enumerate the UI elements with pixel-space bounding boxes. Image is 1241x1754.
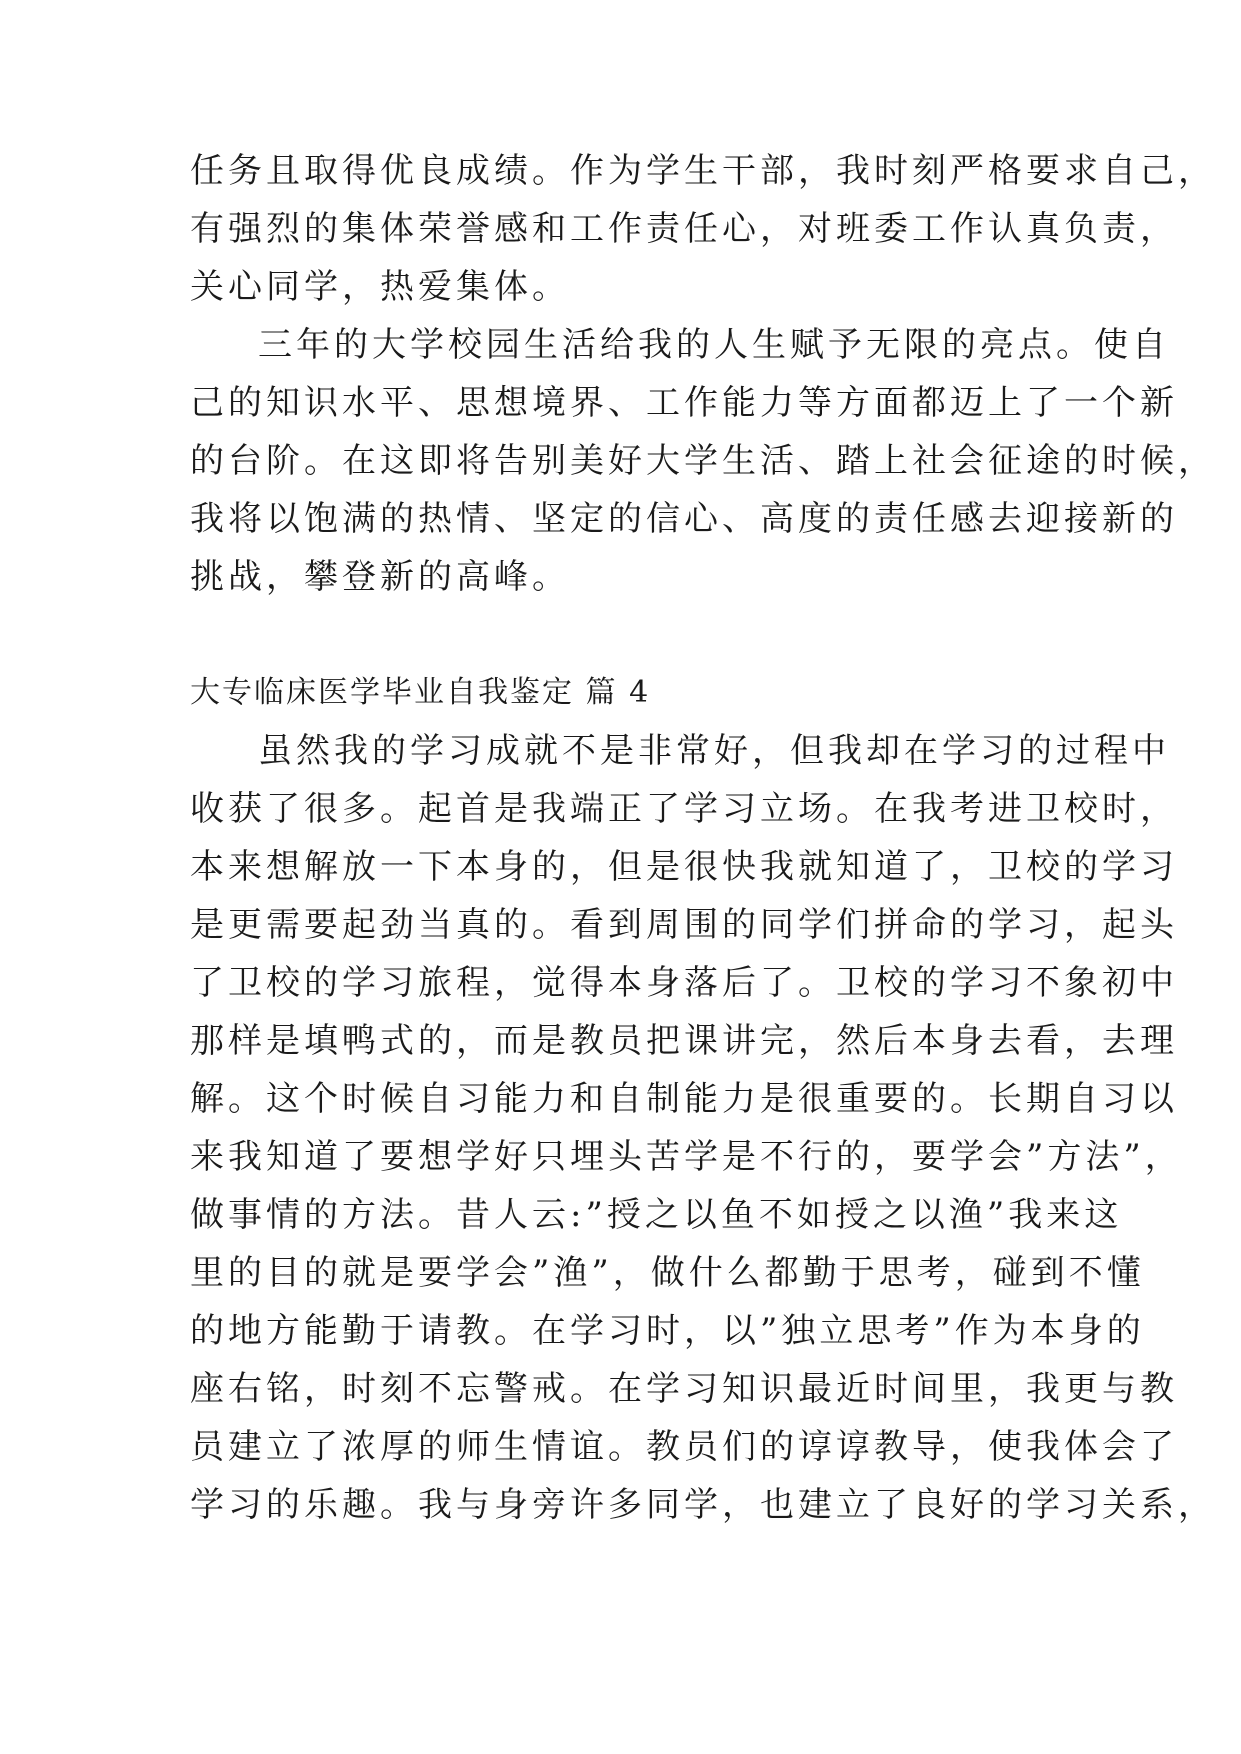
text-line: 有强烈的集体荣誉感和工作责任心，对班委工作认真负责， (190, 209, 1178, 249)
text-line: 学习的乐趣。我与身旁许多同学，也建立了良好的学习关系， (190, 1485, 1216, 1525)
text-line: 三年的大学校园生活给我的人生赋予无限的亮点。使自 (258, 325, 1170, 365)
text-line: 我将以饱满的热情、坚定的信心、高度的责任感去迎接新的 (190, 499, 1178, 539)
section-heading: 大专临床医学毕业自我鉴定 篇 4 (190, 675, 651, 710)
text-line: 的地方能勤于请教。在学习时，以”独立思考”作为本身的 (190, 1311, 1145, 1351)
text-line: 本来想解放一下本身的，但是很快我就知道了，卫校的学习 (190, 847, 1178, 887)
text-line: 里的目的就是要学会”渔”，做什么都勤于思考，碰到不懂 (190, 1253, 1145, 1293)
text-line: 了卫校的学习旅程，觉得本身落后了。卫校的学习不象初中 (190, 963, 1178, 1003)
text-line: 做事情的方法。昔人云:”授之以鱼不如授之以渔”我来这 (190, 1195, 1123, 1235)
text-line: 座右铭，时刻不忘警戒。在学习知识最近时间里，我更与教 (190, 1369, 1178, 1409)
text-line: 员建立了浓厚的师生情谊。教员们的谆谆教导，使我体会了 (190, 1427, 1178, 1467)
text-line: 挑战，攀登新的高峰。 (190, 557, 570, 597)
text-line: 那样是填鸭式的，而是教员把课讲完，然后本身去看，去理 (190, 1021, 1178, 1061)
text-line: 己的知识水平、思想境界、工作能力等方面都迈上了一个新 (190, 383, 1178, 423)
text-line: 是更需要起劲当真的。看到周围的同学们拼命的学习，起头 (190, 905, 1178, 945)
text-line: 虽然我的学习成就不是非常好，但我却在学习的过程中 (258, 731, 1170, 771)
text-line: 任务且取得优良成绩。作为学生干部，我时刻严格要求自己， (190, 151, 1216, 191)
text-line: 解。这个时候自习能力和自制能力是很重要的。长期自习以 (190, 1079, 1178, 1119)
text-line: 的台阶。在这即将告别美好大学生活、踏上社会征途的时候， (190, 441, 1216, 481)
text-line: 关心同学，热爱集体。 (190, 267, 570, 307)
text-line: 收获了很多。起首是我端正了学习立场。在我考进卫校时， (190, 789, 1178, 829)
text-line: 来我知道了要想学好只埋头苦学是不行的，要学会”方法”， (190, 1137, 1183, 1177)
